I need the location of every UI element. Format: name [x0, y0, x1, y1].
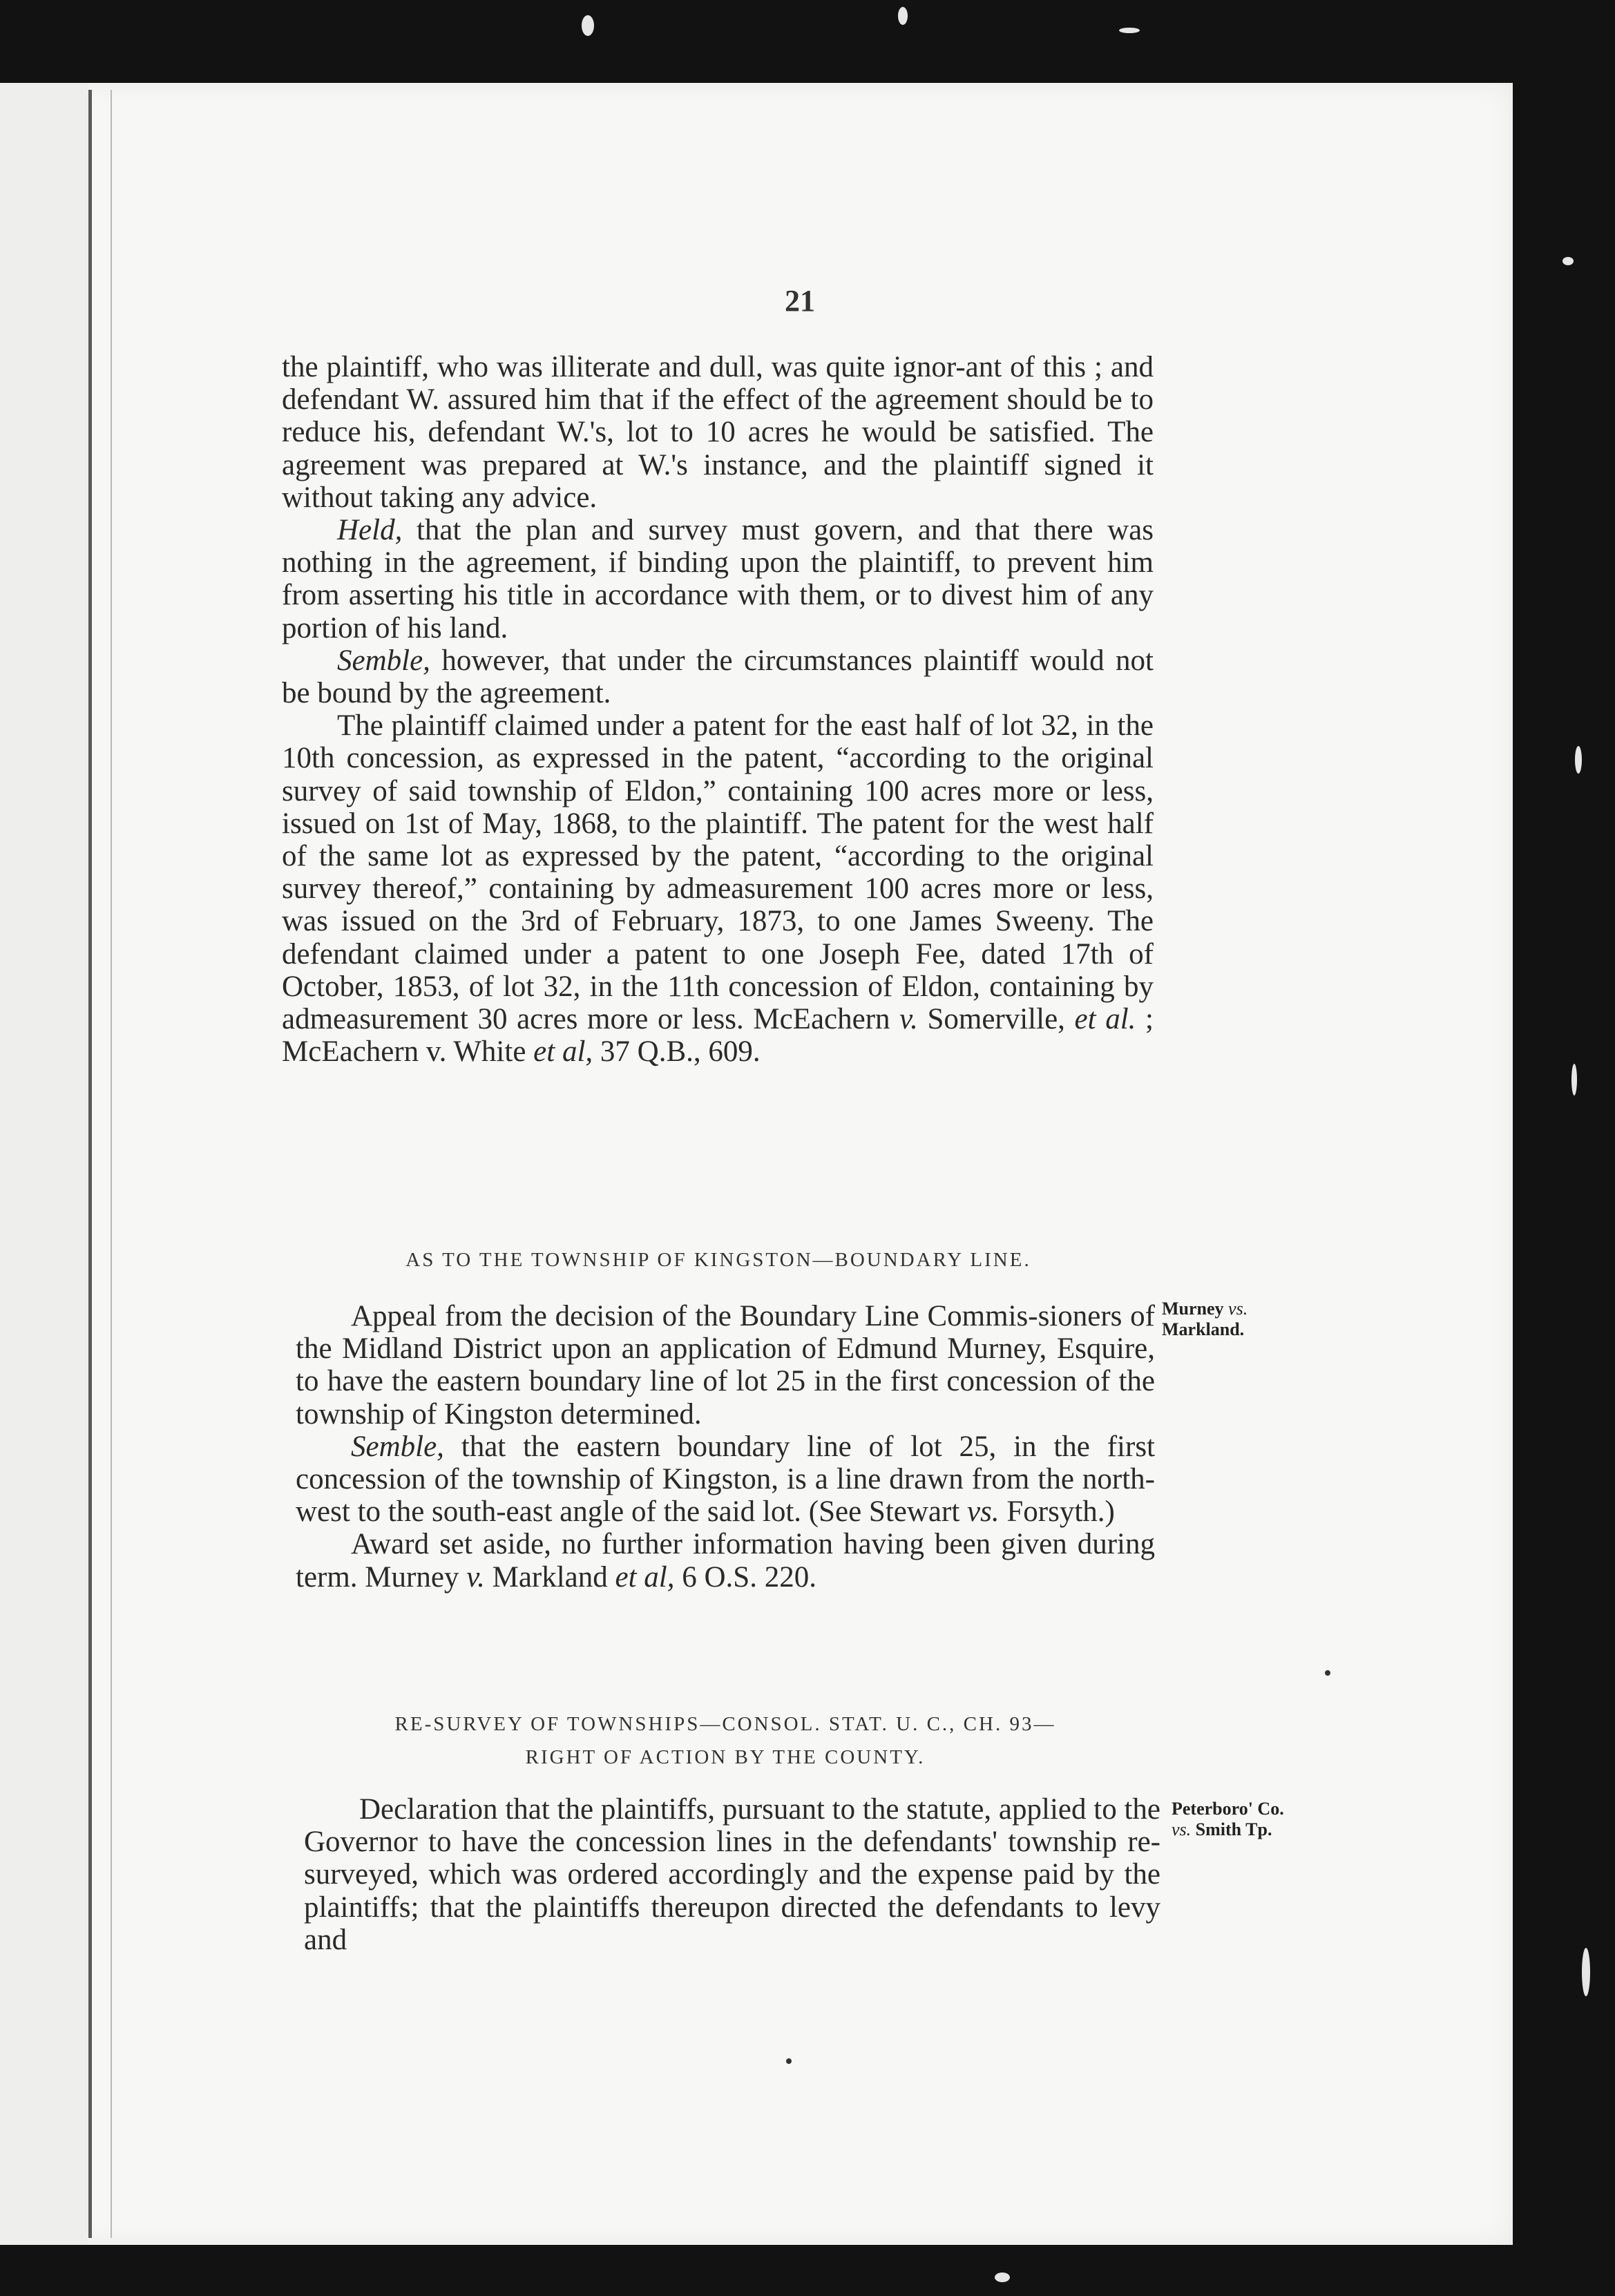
paragraph: Appeal from the decision of the Boundary Line Commis-sioners of the Midland District upon an application of Edmund Murney, Esquire, to have the eastern boundary line of lot 25 in the first concession of the township of Kingston determined. — [296, 1300, 1155, 1431]
facing-page-edge — [0, 83, 88, 2245]
margin-note-line: Murney vs. — [1162, 1299, 1248, 1319]
binding-spine — [88, 90, 92, 2238]
dust-speck — [1563, 257, 1574, 265]
section-heading-line: RIGHT OF ACTION BY THE COUNTY. — [525, 1746, 926, 1768]
paragraph: The plaintiff claimed under a patent for the east half of lot 32, in the 10th concession, as expressed in the patent, “according to the original survey of said township of Eldon,” containing 100 acres more or less, issued on 1st of May, 1868, to the plaintiff. The patent for the west half of the same lot as expressed by the patent, “according to the original survey thereof,” containing by admeasurement 100 acres more or less, was issued on the 3rd of February, 1873, to one James Sweeny. The defendant claimed under a patent to one Joseph Fee, dated 17th of October, 1853, of lot 32, in the 11th concession of Eldon, containing by admeasurement 30 acres more or less. McEachern v. Somerville, et al. ; McEachern v. White et al, 37 Q.B., 609. — [282, 709, 1154, 1069]
section-heading — [290, 1707, 1160, 1774]
paragraph: Semble, however, that under the circumstances plaintiff would not be bound by the agreement. — [282, 644, 1154, 710]
paragraph: the plaintiff, who was illiterate and dull, was quite ignor-ant of this ; and defendant W. assured him that if the effect of the agreement should be to reduce his, defendant W.'s, lot to 10 acres he would be satisfied. The agreement was prepared at W.'s instance, and the plaintiff signed it without taking any advice. — [282, 351, 1154, 514]
page-number: 21 — [785, 284, 815, 318]
body-text-bottom — [304, 1793, 1160, 1956]
paragraph: Declaration that the plaintiffs, pursuant to the statute, applied to the Governor to have the concession lines in the defendants' township re-surveyed, which was ordered accordingly and the expense paid by the plaintiffs; that the plaintiffs thereupon directed the defendants to levy and — [304, 1793, 1160, 1956]
dust-speck — [995, 2273, 1010, 2282]
binding-spine-shadow — [111, 90, 112, 2238]
margin-note-line: Markland. — [1162, 1319, 1245, 1339]
body-text-top — [282, 351, 1154, 1068]
paragraph: Held, that the plan and survey must govern, and that there was nothing in the agreement, if binding upon the plaintiff, to prevent him from asserting his title in accordance with them, or to divest him of any portion of his land. — [282, 514, 1154, 644]
margin-note — [1172, 1799, 1284, 1840]
margin-note-line: Peterboro' Co. — [1172, 1799, 1284, 1819]
margin-note — [1162, 1299, 1248, 1340]
section-heading: AS TO THE TOWNSHIP OF KINGSTON—BOUNDARY LINE. — [405, 1249, 1031, 1271]
dust-speck — [1571, 1064, 1577, 1096]
dust-speck — [1119, 28, 1140, 33]
ink-dot — [1325, 1670, 1330, 1676]
paragraph: Semble, that the eastern boundary line of lot 25, in the first concession of the township of Kingston, is a line drawn from the north-west to the south-east angle of the said lot. (See Stewart vs. Forsyth.) — [296, 1430, 1155, 1529]
dust-speck — [582, 15, 594, 36]
dust-speck — [1575, 746, 1582, 774]
dust-speck — [898, 7, 908, 25]
dust-speck — [1582, 1948, 1590, 1996]
margin-note-line: vs. Smith Tp. — [1172, 1819, 1272, 1839]
body-text-middle — [296, 1300, 1155, 1594]
paragraph: Award set aside, no further information having been given during term. Murney v. Markland et al, 6 O.S. 220. — [296, 1528, 1155, 1594]
ink-dot — [786, 2058, 792, 2064]
section-heading-line: RE-SURVEY OF TOWNSHIPS—CONSOL. STAT. U. C., CH. 93— — [394, 1713, 1056, 1735]
